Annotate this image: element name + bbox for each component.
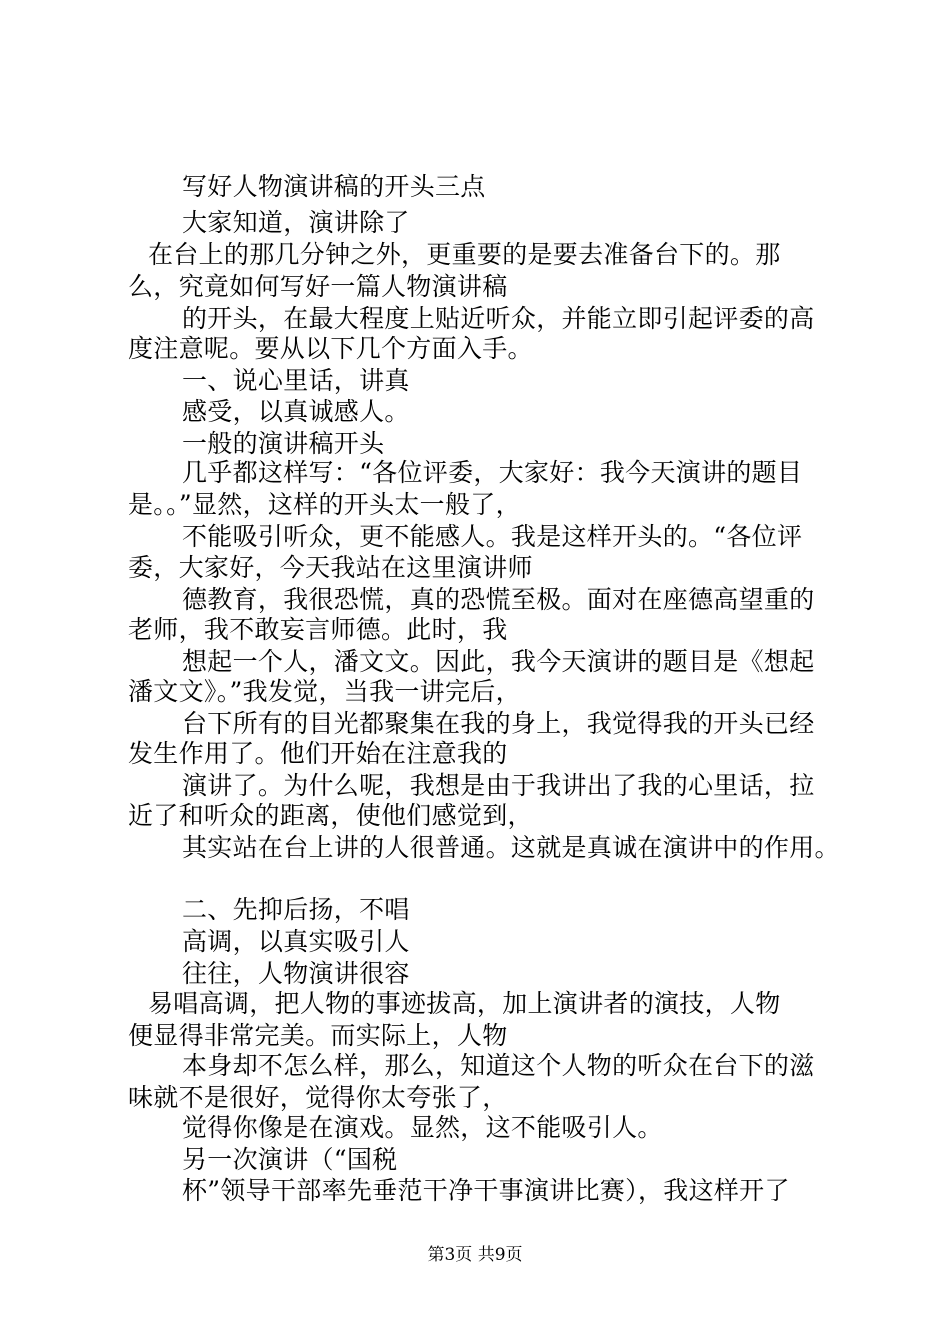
text-line: 易唱高调，把人物的事迹拔高，加上演讲者的演技，人物: [148, 989, 781, 1018]
text-line: 委，大家好，今天我站在这里演讲师: [128, 553, 533, 582]
text-line: 老师，我不敢妄言师德。此时，我: [128, 615, 508, 644]
text-line: 写好人物演讲稿的开头三点: [182, 172, 486, 201]
text-line: 演讲了。为什么呢，我想是由于我讲出了我的心里话，拉: [182, 771, 815, 800]
text-line: 几乎都这样写：“各位评委，大家好：我今天演讲的题目: [182, 458, 803, 487]
text-line: 的开头，在最大程度上贴近听众，并能立即引起评委的高: [182, 304, 815, 333]
text-line: 发生作用了。他们开始在注意我的: [128, 739, 508, 768]
text-line: 杯”领导干部率先垂范干净干事演讲比赛），我这样开了: [182, 1176, 790, 1205]
text-line: 么，究竟如何写好一篇人物演讲稿: [128, 272, 508, 301]
text-line: 另一次演讲（“国税: [182, 1145, 398, 1174]
page-number-footer: 第3页 共9页: [427, 1245, 523, 1265]
text-line: 味就不是很好，觉得你太夸张了，: [128, 1083, 508, 1112]
text-line: 一、说心里话，讲真: [182, 366, 410, 395]
text-line: 往往，人物演讲很容: [182, 959, 410, 988]
text-line: 想起一个人，潘文文。因此，我今天演讲的题目是《想起: [182, 647, 815, 676]
text-line: 度注意呢。要从以下几个方面入手。: [128, 334, 533, 363]
text-line: 本身却不怎么样，那么，知道这个人物的听众在台下的滋: [182, 1051, 815, 1080]
text-line: 便显得非常完美。而实际上，人物: [128, 1021, 508, 1050]
text-line: 二、先抑后扬，不唱: [182, 895, 410, 924]
text-line: 不能吸引听众，更不能感人。我是这样开头的。“各位评: [182, 522, 803, 551]
text-line: 德教育，我很恐慌，真的恐慌至极。面对在座德高望重的: [182, 585, 815, 614]
text-line: 高调，以真实吸引人: [182, 927, 410, 956]
text-line: 感受，以真诚感人。: [182, 397, 410, 426]
text-line: 其实站在台上讲的人很普通。这就是真诚在演讲中的作用。: [182, 833, 840, 862]
text-line: 在台上的那几分钟之外，更重要的是要去准备台下的。那: [148, 240, 781, 269]
text-line: 近了和听众的距离，使他们感觉到，: [128, 801, 533, 830]
text-line: 大家知道，演讲除了: [182, 208, 410, 237]
text-line: 台下所有的目光都聚集在我的身上，我觉得我的开头已经: [182, 709, 815, 738]
text-line: 是。。”显然，这样的开头太一般了，: [128, 490, 521, 519]
text-line: 觉得你像是在演戏。显然，这不能吸引人。: [182, 1113, 663, 1142]
text-line: 潘文文》。”我发觉，当我一讲完后，: [128, 677, 521, 706]
text-line: 一般的演讲稿开头: [182, 429, 385, 458]
